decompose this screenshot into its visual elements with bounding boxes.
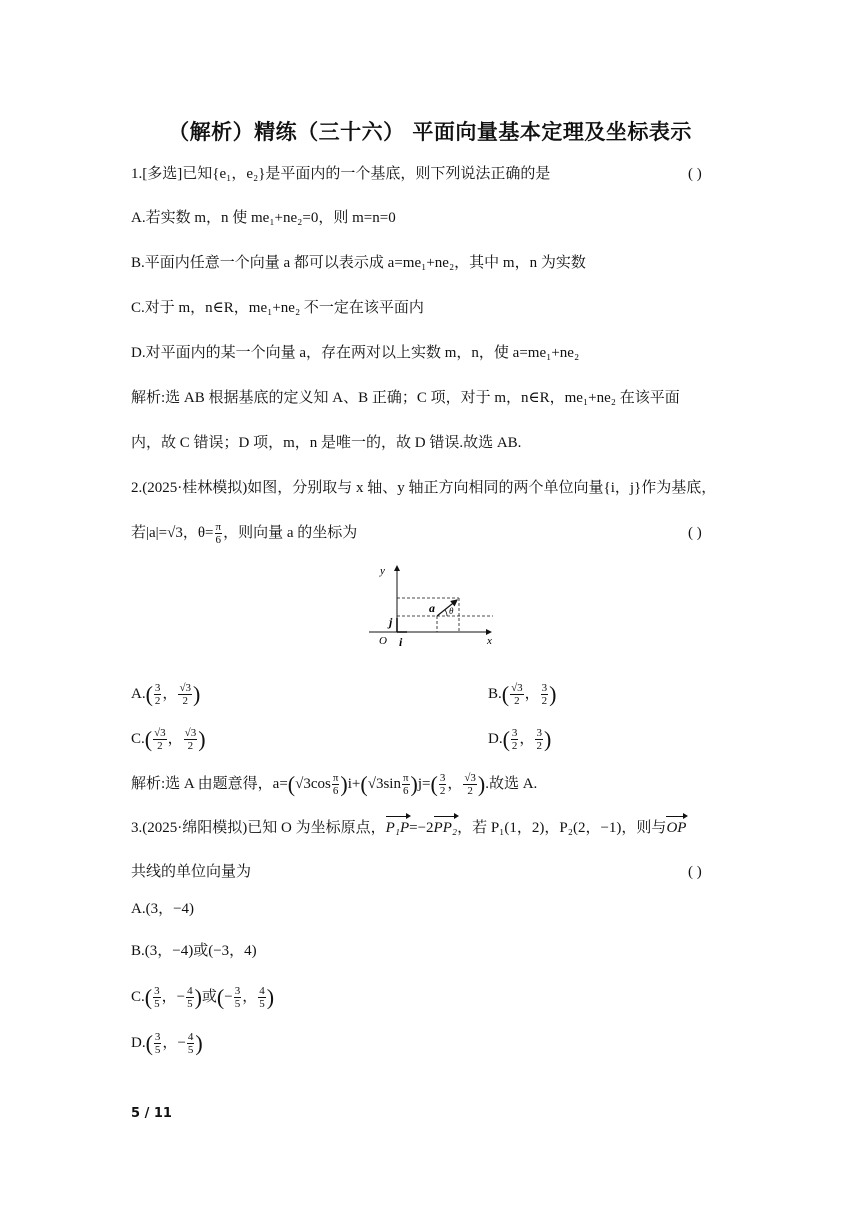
x-axis-label: x bbox=[487, 635, 492, 647]
q3-stem-line1: 3.(2025·绵阳模拟)已知 O 为坐标原点，P₁P=−2PP₂，若 P₁(1，2)，P₂(2，−1)，则与OP bbox=[131, 820, 687, 836]
q1-solution-line1: 解析:选 AB 根据基底的定义知 A、B 正确；C 项，对于 m，n∈R，me₁+ne₂ 在该平面 bbox=[131, 390, 680, 406]
y-axis-label: y bbox=[380, 565, 385, 577]
q3-answer-paren: ( ) bbox=[688, 864, 702, 880]
vector-p1p: P₁P bbox=[385, 820, 410, 836]
theta-arc bbox=[445, 610, 447, 616]
q3-option-d: D.( $\frac{3}{5}$ ，− $\frac{4}{5}$ ) bbox=[131, 1030, 203, 1056]
i-label: i bbox=[399, 635, 403, 649]
q2-answer-paren: ( ) bbox=[688, 525, 702, 541]
q1-solution-line2: 内，故 C 错误；D 项，m，n 是唯一的，故 D 错误.故选 AB. bbox=[131, 435, 522, 451]
q3-option-a: A.(3，−4) bbox=[131, 901, 195, 917]
q1-option-b: B.平面内任意一个向量 a 都可以表示成 a=me₁+ne₂，其中 m，n 为实数 bbox=[131, 255, 586, 271]
q2-stem-part2: ，则向量 a 的坐标为 bbox=[223, 524, 358, 541]
q3-option-c: C.( $\frac{3}{5}$ ，− $\frac{4}{5}$ )或(− $\frac{3}{5}$ ， $\frac{4}{5}$ ) bbox=[131, 984, 275, 1010]
q2-stem-line1: 2.(2025·桂林模拟)如图，分别取与 x 轴、y 轴正方向相同的两个单位向量{i，j}作为基底， bbox=[131, 480, 717, 496]
q1-option-c: C.对于 m，n∈R，me₁+ne₂ 不一定在该平面内 bbox=[131, 300, 424, 316]
page-number: 5 / 11 bbox=[131, 1106, 172, 1121]
q2-theta-fraction: $\frac{\pi}{6}$ bbox=[215, 521, 222, 546]
q1-option-d: D.对平面内的某一个向量 a，存在两对以上实数 m，n，使 a=me₁+ne₂ bbox=[131, 345, 580, 361]
q1-answer-paren: ( ) bbox=[688, 166, 702, 182]
origin-label: O bbox=[379, 635, 387, 647]
a-label: a bbox=[429, 601, 435, 615]
j-label: j bbox=[389, 615, 393, 629]
q2-option-b: B.( $\frac{√3}{2}$ ， $\frac{3}{2}$ ) bbox=[488, 681, 557, 707]
q1-stem: 1.[多选]已知{e₁，e₂}是平面内的一个基底，则下列说法正确的是 bbox=[131, 166, 551, 182]
q2-option-c: C.( $\frac{√3}{2}$ ， $\frac{√3}{2}$ ) bbox=[131, 726, 206, 752]
page-title: （解析）精练（三十六） 平面向量基本定理及坐标表示 bbox=[168, 120, 692, 144]
q2-stem-line2 bbox=[131, 521, 357, 546]
q1-option-a: A.若实数 m，n 使 me₁+ne₂=0，则 m=n=0 bbox=[131, 210, 396, 226]
q3-stem-line2: 共线的单位向量为 bbox=[131, 864, 252, 880]
vector-op: OP bbox=[666, 820, 687, 836]
q2-solution: 解析:选 A 由题意得，a=(√3cos $\frac{\pi}{6}$ )i+(√3sin $\frac{\pi}{6}$ )j=( $\frac{3}{2}$ ， $\frac{√3}{2}$ ).故选 A. bbox=[131, 771, 538, 797]
theta-label: θ bbox=[449, 606, 454, 616]
q2-option-d: D.( $\frac{3}{2}$ ， $\frac{3}{2}$ ) bbox=[488, 726, 552, 752]
q2-coordinate-figure bbox=[363, 560, 503, 650]
q3-option-b: B.(3，−4)或(−3，4) bbox=[131, 943, 257, 959]
q2-stem-part1: 若|a|=√3，θ= bbox=[131, 524, 214, 541]
q2-option-a: A.( $\frac{3}{2}$ ， $\frac{√3}{2}$ ) bbox=[131, 681, 201, 707]
vector-pp2: PP₂ bbox=[433, 820, 458, 836]
